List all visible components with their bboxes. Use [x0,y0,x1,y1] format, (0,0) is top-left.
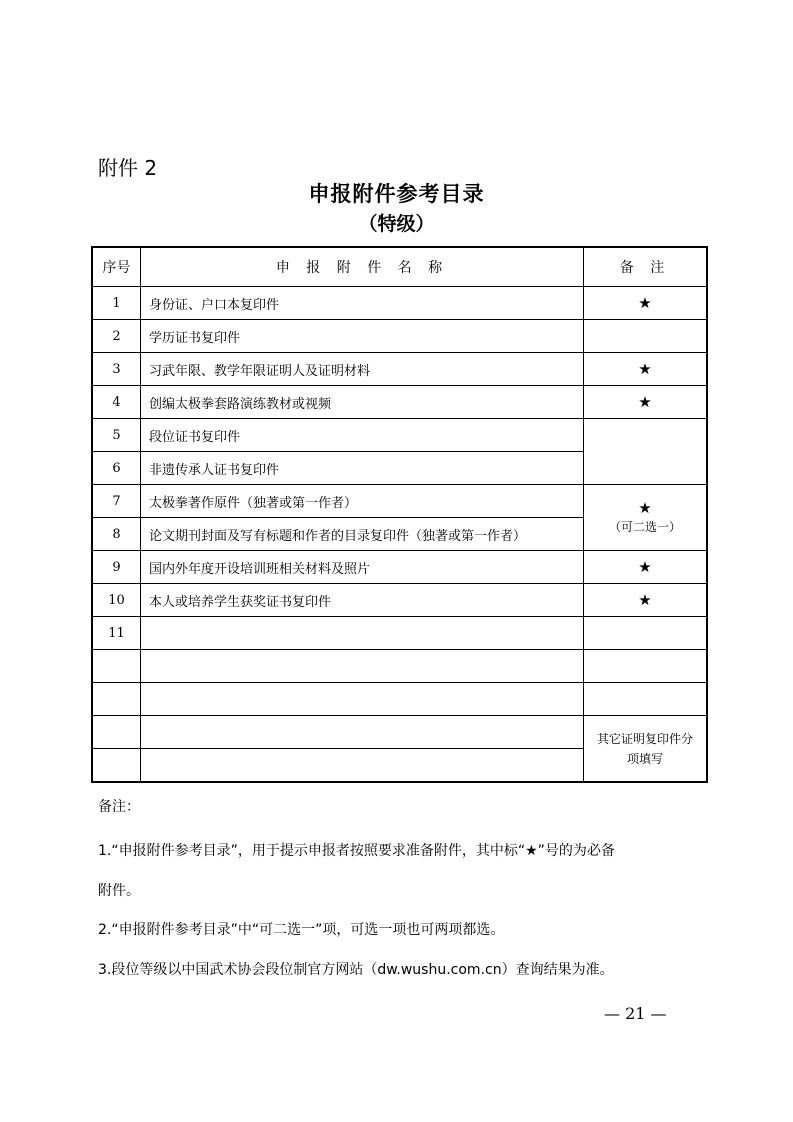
row-name [141,683,584,716]
note-item-3: 3.段位等级以中国武术协会段位制官方网站（dw.wushu.com.cn）查询结果为准。 [98,962,614,978]
row-name [141,650,584,683]
required-star: ★ [584,353,708,386]
header-note: 备 注 [584,247,708,287]
table-row [92,716,707,749]
table-row [92,419,707,452]
row-name [141,749,584,783]
row-name: 非遗传承人证书复印件 [141,452,584,485]
required-star: ★ [584,386,708,419]
table-row [92,551,707,584]
row-note [584,617,708,650]
note-item-2: 2.“申报附件参考目录”中“可二选一”项，可选一项也可两项都选。 [98,922,505,938]
row-no: 5 [92,419,141,452]
table-row [92,650,707,683]
row-name: 论文期刊封面及写有标题和作者的目录复印件（独著或第一作者） [141,518,584,551]
row-name: 本人或培养学生获奖证书复印件 [141,584,584,617]
table-row [92,320,707,353]
row-no: 9 [92,551,141,584]
row-note-merged [584,419,708,485]
table-row [92,485,707,518]
row-no [92,683,141,716]
row-no: 6 [92,452,141,485]
row-name: 习武年限、教学年限证明人及证明材料 [141,353,584,386]
row-no: 7 [92,485,141,518]
table-header-row [92,247,707,287]
note-item-1: 1.“申报附件参考目录”，用于提示申报者按照要求准备附件，其中标“★”号的为必备 [98,843,615,859]
table-row [92,683,707,716]
row-name: 段位证书复印件 [141,419,584,452]
notes-heading: 备注： [98,799,140,815]
table-row [92,287,707,320]
document-subtitle: （特级） [358,213,435,235]
required-star: ★ [584,584,708,617]
table-row [92,584,707,617]
attachments-table [91,246,708,783]
row-no [92,749,141,783]
row-note [584,683,708,716]
row-name: 创编太极拳套路演练教材或视频 [141,386,584,419]
choose-one-text: （可二选一） [608,519,681,534]
document-title: 申报附件参考目录 [308,182,485,206]
row-no: 11 [92,617,141,650]
row-no [92,650,141,683]
row-name: 学历证书复印件 [141,320,584,353]
row-no [92,716,141,749]
page-number: — 21 — [604,1004,667,1023]
row-no: 10 [92,584,141,617]
row-name: 太极拳著作原件（独著或第一作者） [141,485,584,518]
required-star: ★ [638,498,652,517]
row-name: 国内外年度开设培训班相关材料及照片 [141,551,584,584]
row-name [141,617,584,650]
table-row [92,617,707,650]
header-no: 序号 [92,247,141,287]
row-no: 1 [92,287,141,320]
table-row [92,353,707,386]
row-no: 3 [92,353,141,386]
required-star: ★ [584,287,708,320]
note-item-1-continued: 附件。 [98,883,140,899]
row-note [584,650,708,683]
required-star: ★ [584,551,708,584]
row-name [141,716,584,749]
table-row [92,386,707,419]
row-no: 8 [92,518,141,551]
choose-one-note [584,485,708,551]
other-documents-note: 其它证明复印件分项填写 [584,716,708,783]
attachment-label: 附件 2 [98,156,158,180]
row-name: 身份证、户口本复印件 [141,287,584,320]
row-no: 4 [92,386,141,419]
header-name: 申 报 附 件 名 称 [141,247,584,287]
row-no: 2 [92,320,141,353]
row-note [584,320,708,353]
